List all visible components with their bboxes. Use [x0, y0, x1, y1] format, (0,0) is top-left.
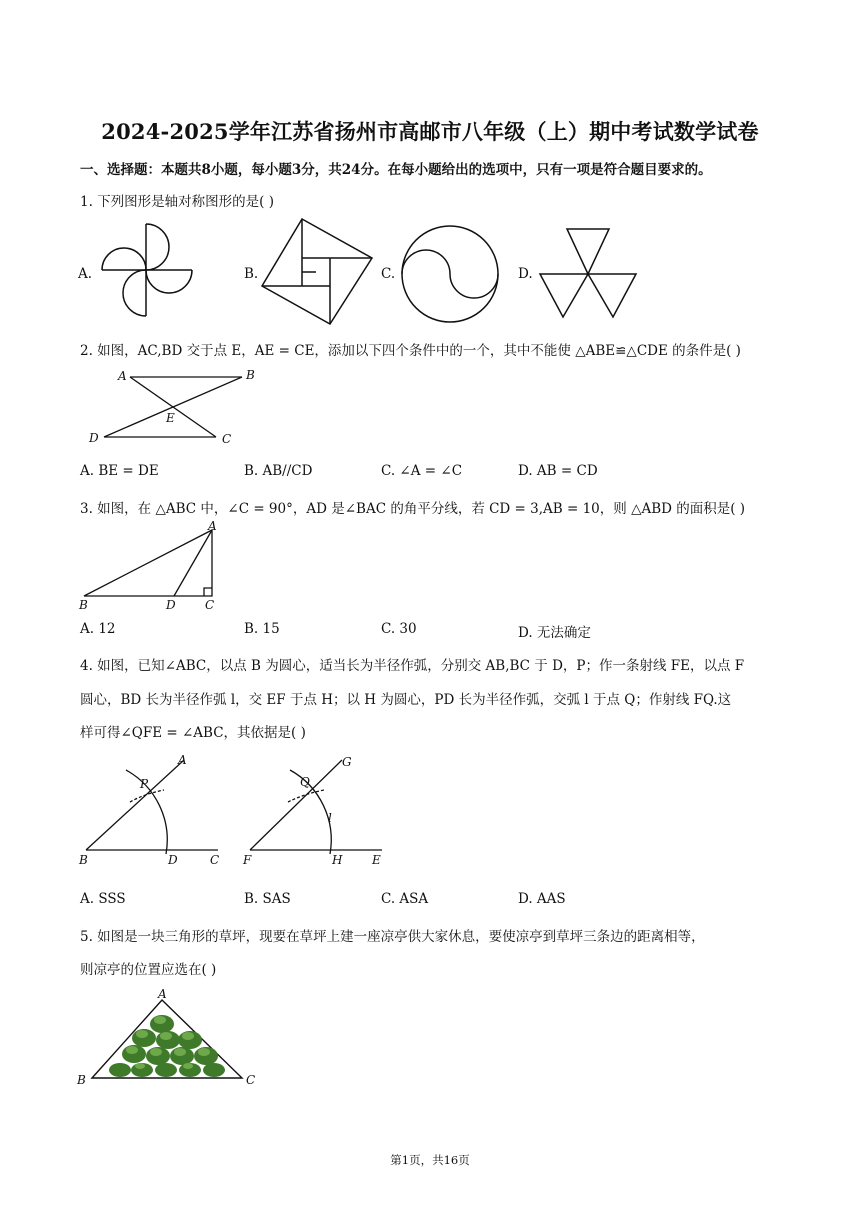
- q4-figure-left: [74, 750, 230, 870]
- q2-option-b: B. AB//CD: [244, 463, 313, 479]
- question-4-line-1: 4. 如图，已知∠ABC，以点 B 为圆心，适当长为半径作弧，分别交 AB,BC 于 D，P；作一条射线 FE，以点 F: [80, 658, 745, 674]
- question-2-stem: 2. 如图，AC,BD 交于点 E，AE = CE，添加以下四个条件中的一个，其中不能使 △ABE≌△CDE 的条件是( ): [80, 343, 741, 359]
- q2-label-e: E: [166, 411, 175, 425]
- q4-option-a: A. SSS: [80, 891, 126, 907]
- q3-option-a: A. 12: [80, 621, 116, 637]
- q2-figure: [86, 366, 266, 450]
- question-4-line-3: 样可得∠QFE = ∠ABC，其依据是( ): [80, 725, 306, 741]
- section-heading: 一、选择题：本题共8小题，每小题3分，共24分。在每小题给出的选项中，只有一项是符合题目要求的。: [80, 162, 712, 178]
- q4-left-label-b: B: [79, 853, 88, 867]
- q2-option-c: C. ∠A = ∠C: [381, 463, 463, 479]
- q1-figure-b-square: [258, 216, 378, 328]
- question-1-stem: 1. 下列图形是轴对称图形的是( ): [80, 194, 274, 210]
- q3-label-a: A: [208, 519, 217, 533]
- question-4-line-2: 圆心，BD 长为半径作弧 l，交 EF 于点 H；以 H 为圆心，PD 长为半径作弧，交弧 l 于点 Q；作射线 FQ.这: [80, 692, 732, 708]
- q1-option-b-label: B.: [244, 266, 259, 282]
- q4-left-label-a: A: [178, 753, 187, 767]
- question-5-line-1: 5. 如图是一块三角形的草坪，现要在草坪上建一座凉亭供大家休息，要使凉亭到草坪三条边的距离相等，: [80, 929, 705, 945]
- q4-left-label-c: C: [210, 853, 220, 867]
- q3-option-c: C. 30: [381, 621, 417, 637]
- q1-figure-d-triangles: [532, 226, 644, 322]
- q4-right-label-g: G: [342, 755, 352, 769]
- q1-figure-a-pinwheel: [92, 218, 212, 322]
- q4-left-label-d: D: [168, 853, 178, 867]
- q5-label-a: A: [158, 987, 167, 1001]
- q4-right-label-l: l: [328, 811, 332, 825]
- q1-figure-c-taiji: [398, 222, 502, 326]
- q2-label-c: C: [222, 432, 232, 446]
- q2-label-d: D: [89, 431, 99, 445]
- question-5-line-2: 则凉亭的位置应选在( ): [80, 962, 217, 978]
- q4-option-c: C. ASA: [381, 891, 429, 907]
- q2-label-b: B: [246, 368, 255, 382]
- q2-option-d: D. AB = CD: [518, 463, 598, 479]
- q4-right-label-f: F: [243, 853, 252, 867]
- q3-label-b: B: [79, 598, 88, 612]
- q3-label-d: D: [166, 598, 176, 612]
- q5-figure-lawn: [74, 986, 264, 1090]
- q3-label-c: C: [205, 598, 215, 612]
- q3-figure: [76, 518, 226, 612]
- question-3-stem: 3. 如图，在 △ABC 中，∠C = 90°，AD 是∠BAC 的角平分线，若 CD = 3,AB = 10，则 △ABD 的面积是( ): [80, 501, 746, 517]
- q4-left-label-p: P: [140, 777, 149, 791]
- q1-option-d-label: D.: [518, 266, 533, 282]
- q1-option-a-label: A.: [78, 266, 93, 282]
- q4-right-label-q: Q: [300, 775, 310, 789]
- q5-label-c: C: [246, 1073, 256, 1087]
- page-title: 2024-2025学年江苏省扬州市高邮市八年级（上）期中考试数学试卷: [101, 119, 759, 144]
- q4-option-b: B. SAS: [244, 891, 291, 907]
- q4-option-d: D. AAS: [518, 891, 566, 907]
- q4-right-label-e: E: [372, 853, 381, 867]
- q1-option-c-label: C.: [381, 266, 396, 282]
- q2-label-a: A: [118, 369, 127, 383]
- q3-option-b: B. 15: [244, 621, 280, 637]
- q4-figure-right: [238, 750, 394, 870]
- q2-option-a: A. BE = DE: [80, 463, 159, 479]
- q5-label-b: B: [77, 1073, 86, 1087]
- page-footer: 第1页，共16页: [390, 1153, 470, 1167]
- q4-right-label-h: H: [332, 853, 343, 867]
- q3-option-d: D. 无法确定: [518, 625, 591, 641]
